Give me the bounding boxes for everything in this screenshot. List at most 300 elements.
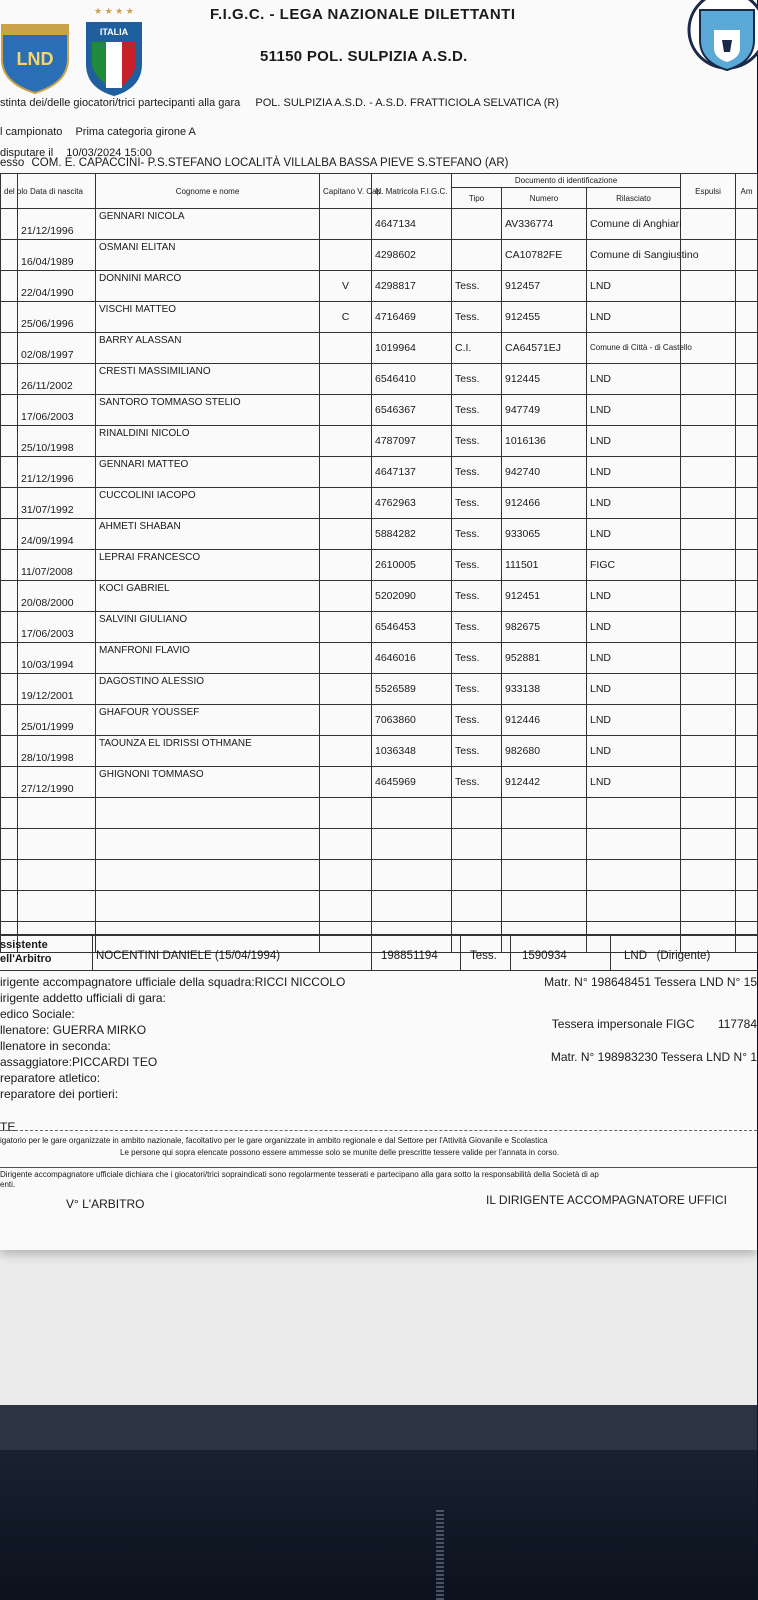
staff-atletico: reparatore atletico: [0,1071,101,1085]
italia-logo-text: ITALIA [99,27,129,37]
cell-cap [320,395,372,426]
cell-matr: 4762963 [372,488,452,519]
cell-empty [681,891,736,922]
cell-tipo: Tess. [452,457,502,488]
cell-dob: 17/06/2003 [18,612,96,643]
cell-tipo: Tess. [452,612,502,643]
cell-empty [681,457,736,488]
cell-empty [681,860,736,891]
cell-name: LEPRAI FRANCESCO [96,550,320,581]
cell-empty [681,829,736,860]
cell-empty [372,891,452,922]
cell-tipo: Tess. [452,550,502,581]
cell-cap [320,612,372,643]
cell-numero: 912455 [502,302,587,333]
cell-empty [452,829,502,860]
staff-allenatore-tessera: Tessera impersonale FIGC 117784 [551,1017,757,1031]
cell-cap [320,364,372,395]
col-name: Cognome e nome [96,174,320,209]
cell-matr: 1036348 [372,736,452,767]
players-table [0,173,758,953]
assistant-rilasciato: LND (Dirigente) [624,950,711,962]
cell-name: OSMANI ELITAN [96,240,320,271]
cell-empty [1,519,18,550]
col-document-group: Documento di identificazione [452,174,681,188]
cell-empty [1,457,18,488]
cell-ril: LND [587,643,681,674]
cell-numero: 947749 [502,395,587,426]
cell-empty [1,364,18,395]
cell-tipo: C.I. [452,333,502,364]
cell-cap [320,240,372,271]
cell-name: RINALDINI NICOLO [96,426,320,457]
cell-empty [681,550,736,581]
cell-numero: 912466 [502,488,587,519]
cell-empty [587,829,681,860]
cell-dob: 31/07/1992 [18,488,96,519]
cell-empty [681,612,736,643]
cell-empty [681,519,736,550]
cell-empty [681,364,736,395]
cell-name: CRESTI MASSIMILIANO [96,364,320,395]
cell-name: GENNARI NICOLA [96,209,320,240]
cell-empty [736,395,758,426]
cell-empty [736,209,758,240]
cell-empty [502,829,587,860]
table-row [1,395,758,426]
signature-dirigente: IL DIRIGENTE ACCOMPAGNATORE UFFICI [486,1193,727,1207]
cell-ril: LND [587,581,681,612]
cell-name: VISCHI MATTEO [96,302,320,333]
cell-ril: LND [587,426,681,457]
table-row [1,302,758,333]
table-row [1,674,758,705]
cell-tipo: Tess. [452,488,502,519]
table-row-empty [1,798,758,829]
staff-massaggiatore: assaggiatore:PICCARDI TEO [0,1055,158,1069]
cell-empty [736,457,758,488]
cell-empty [681,798,736,829]
cell-empty [1,829,18,860]
cell-empty [1,395,18,426]
cell-empty [681,209,736,240]
cell-empty [681,395,736,426]
cell-ril: LND [587,612,681,643]
campo-label: esso [0,157,25,169]
cell-dob: 20/08/2000 [18,581,96,612]
cell-matr: 4716469 [372,302,452,333]
cell-matr: 2610005 [372,550,452,581]
data-value: 10/03/2024 15:00 [66,147,152,159]
cell-cap [320,426,372,457]
cell-dob: 27/12/1990 [18,767,96,798]
col-rilasciato: Rilasciato [587,188,681,209]
cell-matr: 4787097 [372,426,452,457]
assistant-numero: 1590934 [522,950,567,962]
cell-cap [320,488,372,519]
italia-logo [84,4,144,98]
cell-empty [502,798,587,829]
cell-empty [452,891,502,922]
cell-numero: 912451 [502,581,587,612]
cell-name: GHAFOUR YOUSSEF [96,705,320,736]
cell-dob: 21/12/1996 [18,209,96,240]
cell-matr: 4646016 [372,643,452,674]
cell-dob: 24/09/1994 [18,519,96,550]
cell-ril: FIGC [587,550,681,581]
cell-empty [96,891,320,922]
cell-dob: 02/08/1997 [18,333,96,364]
cell-empty [736,860,758,891]
cell-dob: 26/11/2002 [18,364,96,395]
cell-name: DAGOSTINO ALESSIO [96,674,320,705]
cell-empty [1,209,18,240]
cell-empty [736,736,758,767]
cell-empty [96,798,320,829]
cell-matr: 7063860 [372,705,452,736]
cell-ril: Comune di Sangiustino [587,240,681,271]
cell-matr: 4645969 [372,767,452,798]
cell-empty [681,302,736,333]
cell-empty [1,240,18,271]
cell-empty [736,674,758,705]
cell-cap [320,519,372,550]
cell-dob: 17/06/2003 [18,395,96,426]
cell-cap [320,333,372,364]
cell-empty [681,643,736,674]
table-row [1,612,758,643]
cell-cap [320,643,372,674]
campo-line [0,157,508,169]
table-row [1,581,758,612]
notes-fine-1: igatorio per le gare organizzate in ambito nazionale, facoltativo per le gare organizzate in ambito regionale e dal Settore per l'Attività Giovanile e Scolastica [0,1136,548,1145]
cell-dob: 22/04/1990 [18,271,96,302]
staff-dirigente-tessera: Matr. N° 198648451 Tessera LND N° 15 [544,975,757,989]
cell-empty [452,798,502,829]
table-row [1,519,758,550]
cell-empty [1,302,18,333]
cell-numero: 912446 [502,705,587,736]
table-row [1,364,758,395]
cell-empty [1,550,18,581]
cell-empty [736,519,758,550]
notes-fine-3: Dirigente accompagnatore ufficiale dichiara che i giocatori/trici sopraindicati sono regolarmente tesserati e partecipano alla gara sotto la responsabilità della Società di ap [0,1167,757,1179]
col-espulsi: Espulsi [681,174,736,209]
cell-empty [681,271,736,302]
cell-empty [372,798,452,829]
cell-empty [18,829,96,860]
staff-dirigente: irigente accompagnatore ufficiale della squadra:RICCI NICCOLO [0,975,346,989]
cell-ril: LND [587,457,681,488]
staff-seconda: llenatore in seconda: [0,1039,111,1053]
cell-empty [736,891,758,922]
cell-matr: 5526589 [372,674,452,705]
cell-empty [320,798,372,829]
table-row-empty [1,891,758,922]
cell-name: GHIGNONI TOMMASO [96,767,320,798]
cell-empty [736,271,758,302]
cell-ril: LND [587,767,681,798]
cell-dob: 28/10/1998 [18,736,96,767]
campionato-value: Prima categoria girone A [75,126,196,138]
cell-dob: 16/04/1989 [18,240,96,271]
cell-empty [736,302,758,333]
cell-empty [18,798,96,829]
cell-tipo: Tess. [452,767,502,798]
cell-numero: 912457 [502,271,587,302]
cell-tipo: Tess. [452,674,502,705]
zipper [436,1510,444,1600]
cell-matr: 6546367 [372,395,452,426]
cell-numero: 982675 [502,612,587,643]
table-row [1,550,758,581]
cell-name: GENNARI MATTEO [96,457,320,488]
cell-cap: V [320,271,372,302]
cell-tipo: Tess. [452,364,502,395]
cell-empty [372,829,452,860]
staff-massaggiatore-tessera: Matr. N° 198983230 Tessera LND N° 1 [550,1050,757,1064]
distinta-line [0,97,559,109]
notes-line [0,1130,757,1131]
cell-empty [736,705,758,736]
cell-cap [320,209,372,240]
table-row [1,767,758,798]
cell-numero: 933138 [502,674,587,705]
cell-tipo: Tess. [452,426,502,457]
cell-empty [1,612,18,643]
cell-empty [587,798,681,829]
cell-empty [320,829,372,860]
cell-cap [320,581,372,612]
cell-empty [96,860,320,891]
cell-numero: 982680 [502,736,587,767]
cell-empty [736,581,758,612]
table-row [1,426,758,457]
cell-numero: 912442 [502,767,587,798]
cell-tipo: Tess. [452,519,502,550]
dark-fabric [0,1450,757,1600]
cell-empty [1,333,18,364]
cell-numero: 912445 [502,364,587,395]
cell-numero: 933065 [502,519,587,550]
cell-ril: LND [587,736,681,767]
cell-empty [1,705,18,736]
cell-empty [452,860,502,891]
cell-empty [736,767,758,798]
cell-cap [320,767,372,798]
cell-dob: 10/03/1994 [18,643,96,674]
cell-empty [502,891,587,922]
club-logo [682,0,757,75]
cell-numero: CA10782FE [502,240,587,271]
cell-ril: LND [587,395,681,426]
cell-ril: LND [587,674,681,705]
cell-ril: LND [587,519,681,550]
cell-empty [736,612,758,643]
cell-matr: 1019964 [372,333,452,364]
campo-value: COM. E. CAPACCINI- P.S.STEFANO LOCALITÀ VILLALBA BASSA PIEVE S.STEFANO (AR) [31,157,509,169]
col-amm: Am [736,174,758,209]
table-row [1,736,758,767]
cell-empty [502,860,587,891]
cell-empty [1,767,18,798]
cell-empty [96,829,320,860]
cell-tipo: Tess. [452,271,502,302]
cell-name: SANTORO TOMMASO STELIO [96,395,320,426]
cell-matr: 6546453 [372,612,452,643]
cell-dob: 21/12/1996 [18,457,96,488]
cell-numero: CA64571EJ [502,333,587,364]
club-title: 51150 POL. SULPIZIA A.S.D. [260,48,468,65]
col-matricola: N. Matricola F.I.G.C. [372,174,452,209]
cell-cap [320,457,372,488]
cell-empty [1,488,18,519]
cell-empty [587,860,681,891]
assistant-label: ssistente ell'Arbitro [0,939,52,965]
staff-addetto: irigente addetto ufficiali di gara: [0,991,166,1005]
cell-empty [681,488,736,519]
cell-name: BARRY ALASSAN [96,333,320,364]
col-tipo: Tipo [452,188,502,209]
table-row [1,333,758,364]
campionato-label: l campionato [0,126,63,138]
table-row [1,457,758,488]
cell-name: DONNINI MARCO [96,271,320,302]
cell-matr: 4298602 [372,240,452,271]
table-row [1,240,758,271]
cell-matr: 4298817 [372,271,452,302]
cell-empty [736,333,758,364]
assistant-matricola: 198851194 [381,950,438,962]
campionato-line [0,126,196,138]
cell-empty [1,643,18,674]
table-row [1,209,758,240]
table-row [1,488,758,519]
cell-name: MANFRONI FLAVIO [96,643,320,674]
cell-tipo: Tess. [452,705,502,736]
cell-tipo: Tess. [452,643,502,674]
data-label: disputare il [0,147,54,159]
cell-empty [320,891,372,922]
cell-ril: LND [587,705,681,736]
cell-empty [1,674,18,705]
cell-tipo: Tess. [452,395,502,426]
col-dob: Data di nascita [18,174,96,209]
cell-cap [320,674,372,705]
cell-matr: 5202090 [372,581,452,612]
lnd-logo [0,15,70,95]
cell-empty [1,426,18,457]
cell-name: AHMETI SHABAN [96,519,320,550]
cell-name: TAOUNZA EL IDRISSI OTHMANE [96,736,320,767]
table-row-empty [1,860,758,891]
notes-fine-4: enti. [0,1180,16,1189]
cell-empty [681,426,736,457]
cell-matr: 4647134 [372,209,452,240]
cell-numero: 1016136 [502,426,587,457]
cell-tipo [452,240,502,271]
cell-ril: Comune di Anghiari [587,209,681,240]
cell-empty [736,829,758,860]
cell-cap [320,705,372,736]
staff-allenatore: llenatore: GUERRA MIRKO [0,1023,147,1037]
cell-cap [320,736,372,767]
cell-dob: 19/12/2001 [18,674,96,705]
table-row-empty [1,829,758,860]
cell-name: KOCI GABRIEL [96,581,320,612]
cell-dob: 25/01/1999 [18,705,96,736]
lnd-logo-text: LND [16,49,54,69]
cell-empty [320,860,372,891]
cell-empty [681,705,736,736]
cell-empty [1,798,18,829]
table-row [1,643,758,674]
cell-empty [18,860,96,891]
cell-name: CUCCOLINI IACOPO [96,488,320,519]
cell-cap [320,550,372,581]
cell-ril: LND [587,302,681,333]
cell-empty [1,891,18,922]
table-row [1,271,758,302]
svg-text:★ ★ ★ ★: ★ ★ ★ ★ [94,6,134,16]
cell-empty [681,581,736,612]
federation-title: F.I.G.C. - LEGA NAZIONALE DILETTANTI [210,6,516,23]
cell-numero: 952881 [502,643,587,674]
staff-medico: edico Sociale: [0,1007,75,1021]
cell-empty [1,581,18,612]
cell-empty [736,240,758,271]
cell-empty [736,488,758,519]
col-numero: Numero [502,188,587,209]
distinta-value: POL. SULPIZIA A.S.D. - A.S.D. FRATTICIOLA SELVATICA (R) [255,97,559,109]
assistant-name: NOCENTINI DANIELE (15/04/1994) [96,950,281,962]
cell-empty [372,860,452,891]
cell-empty [1,736,18,767]
cell-empty [736,550,758,581]
cell-tipo: Tess. [452,581,502,612]
cell-matr: 5884282 [372,519,452,550]
signature-arbitro: V° L'ARBITRO [66,1197,145,1211]
cell-empty [736,798,758,829]
cell-numero: AV336774 [502,209,587,240]
table-row [1,705,758,736]
cell-name: SALVINI GIULIANO [96,612,320,643]
cell-empty [587,891,681,922]
cell-empty [681,736,736,767]
cell-empty [1,271,18,302]
notes-label: TE [0,1120,16,1134]
cell-dob: 25/10/1998 [18,426,96,457]
cell-empty [736,426,758,457]
staff-portieri: reparatore dei portieri: [0,1087,119,1101]
cell-matr: 4647137 [372,457,452,488]
cell-tipo: Tess. [452,302,502,333]
cell-ril: Comune di Città - di Castello [587,333,681,364]
col-captain: Capitano V. Cap. [320,174,372,209]
cell-dob: 25/06/1996 [18,302,96,333]
assistant-referee-row [0,934,757,971]
cell-cap: C [320,302,372,333]
cell-ril: LND [587,488,681,519]
cell-ril: LND [587,271,681,302]
distinta-label: stinta dei/delle giocatori/trici partecipanti alla gara [0,97,241,109]
cell-ril: LND [587,364,681,395]
cell-empty [18,891,96,922]
cell-matr: 6546410 [372,364,452,395]
cell-dob: 11/07/2008 [18,550,96,581]
cell-empty [1,860,18,891]
cell-empty [736,364,758,395]
